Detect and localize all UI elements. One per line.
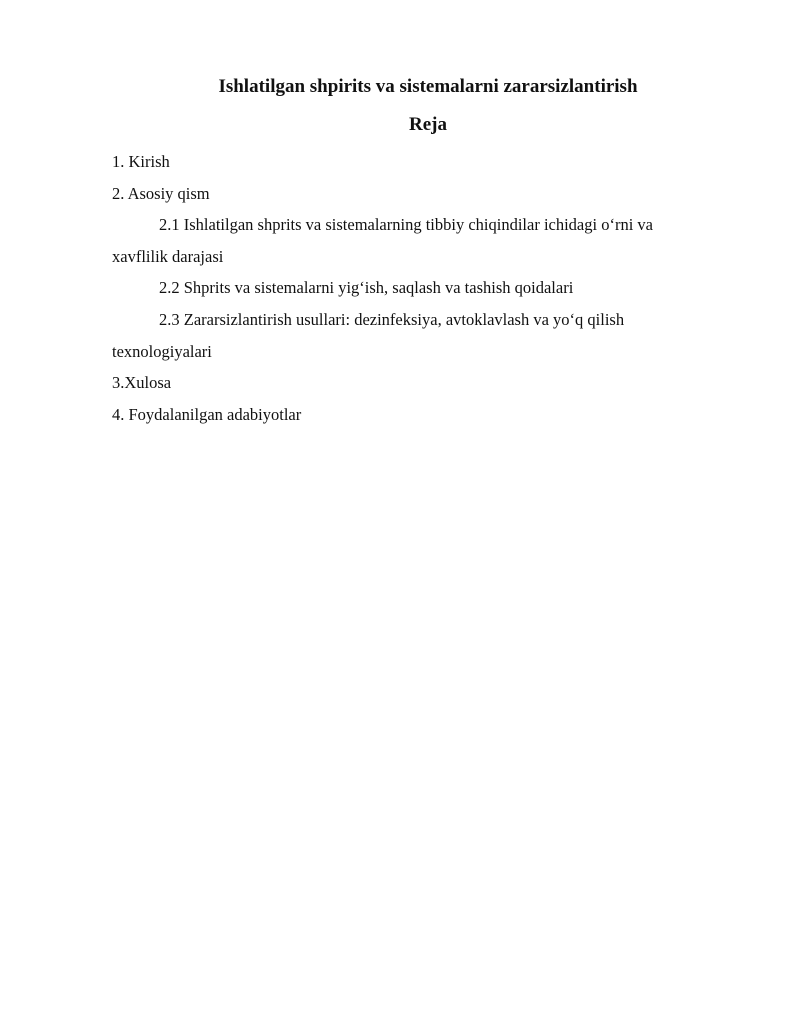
plan-item-conclusion: 3.Xulosa (112, 373, 172, 393)
plan-item-2-1: 2.1 Ishlatilgan shprits va sistemalarning tibbiy chiqindilar ichidagi o‘rni va xavflilik darajasi (112, 215, 653, 266)
plan-heading: Reja (409, 114, 447, 135)
plan-item-main-part: 2. Asosiy qism (112, 183, 210, 203)
plan-item-2-3: 2.3 Zararsizlantirish usullari: dezinfeksiya, avtoklavlash va yo‘q qilish texnologiyalari (112, 309, 625, 361)
document-title: Ishlatilgan shpirits va sistemalarni zararsizlantirish (218, 76, 638, 97)
plan-item-2-2: 2.2 Shprits va sistemalarni yig‘ish, saqlash va tashish qoidalari (159, 278, 574, 298)
plan-list (112, 146, 712, 430)
plan-item-introduction: 1. Kirish (112, 152, 170, 171)
plan-item-references: 4. Foydalanilgan adabiyotlar (112, 404, 302, 424)
